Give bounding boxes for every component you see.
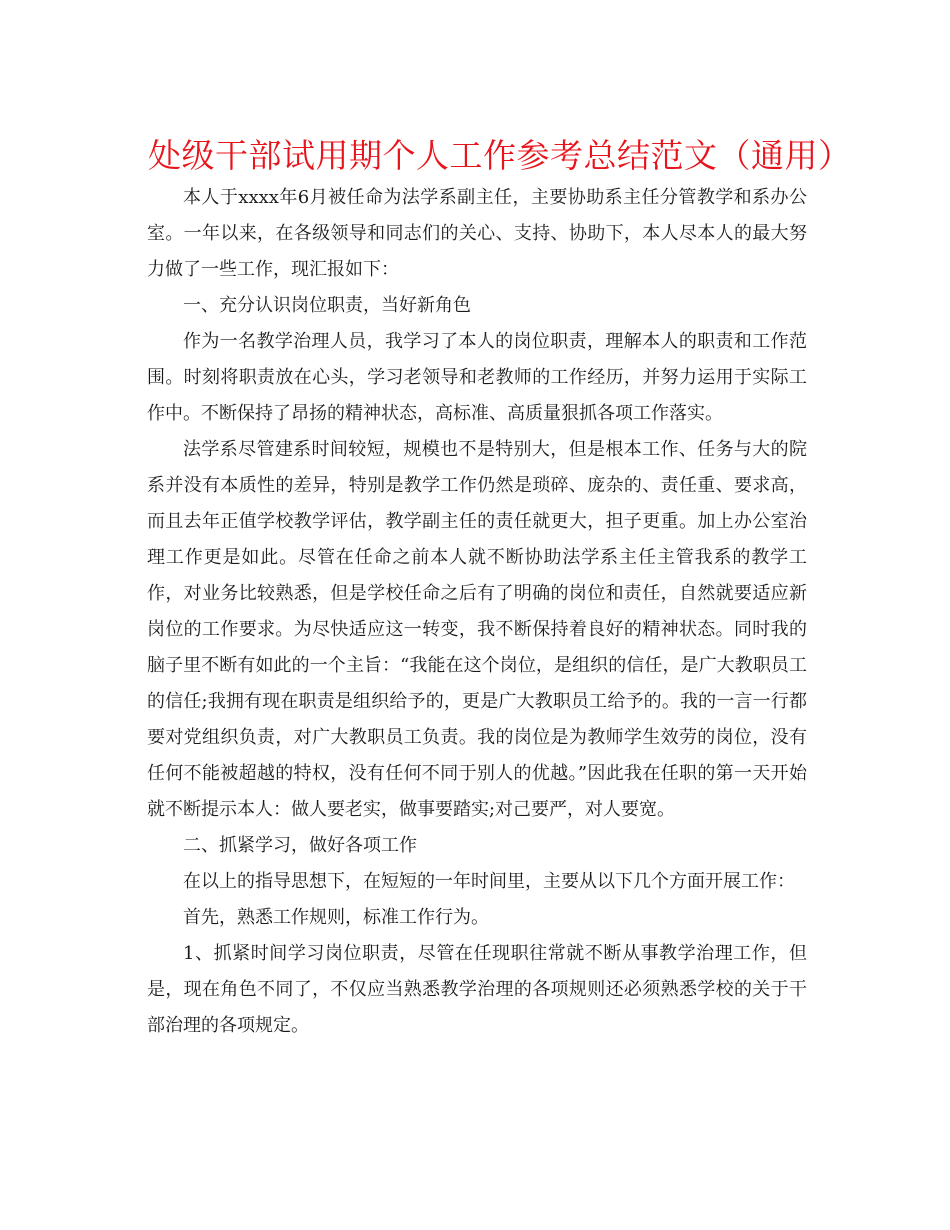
section-heading-1: 一、充分认识岗位职责，当好新角色 bbox=[183, 295, 471, 316]
paragraph-guidance: 在以上的指导思想下，在短短的一年时间里，主要从以下几个方面开展工作： bbox=[183, 871, 795, 892]
document-title: 处级干部试用期个人工作参考总结范文（通用） bbox=[148, 136, 852, 175]
paragraph-department: 法学系尽管建系时间较短，规模也不是特别大，但是根本工作、任务与大的院系并没有本质性的差异，特别是教学工作仍然是琐碎、庞杂的、责任重、要求高，而且去年正值学校教学评估，教学副主任的责任就更大，担子更重。加上办公室治理工作更是如此。尽管在任命之前本人就不断协助法学系主任主管我系的教学工作，对业务比较熟悉，但是学校任命之后有了明确的岗位和责任，自然就要适应新岗位的工作要求。为尽快适应这一转变，我不断保持着良好的精神状态。同时我的脑子里不断有如此的一个主旨：“我能在这个岗位，是组织的信任，是广大教职员工的信任;我拥有现在职责是组织给予的，更是广大教职员工给予的。我的一言一行都要对党组织负责，对广大教职员工负责。我的岗位是为教师学生效劳的岗位，没有任何不能被超越的特权，没有任何不同于别人的优越。”因此我在任职的第一天开始就不断提示本人：做人要老实，做事要踏实;对己要严，对人要宽。 bbox=[147, 439, 807, 820]
paragraph-role: 作为一名教学治理人员，我学习了本人的岗位职责，理解本人的职责和工作范围。时刻将职责放在心头，学习老领导和老教师的工作经历，并努力运用于实际工作中。不断保持了昂扬的精神状态，高标准、高质量狠抓各项工作落实。 bbox=[147, 331, 807, 424]
paragraph-intro: 本人于xxxx年6月被任命为法学系副主任，主要协助系主任分管教学和系办公室。一年以来，在各级领导和同志们的关心、支持、协助下，本人尽本人的最大努力做了一些工作，现汇报如下： bbox=[147, 187, 807, 280]
paragraph-first: 首先，熟悉工作规则，标准工作行为。 bbox=[183, 907, 489, 928]
document-body bbox=[147, 180, 807, 1044]
paragraph-item-1: 1、抓紧时间学习岗位职责，尽管在任现职往常就不断从事教学治理工作，但是，现在角色不同了，不仅应当熟悉教学治理的各项规则还必须熟悉学校的关于干部治理的各项规定。 bbox=[147, 943, 807, 1036]
section-heading-2: 二、抓紧学习，做好各项工作 bbox=[183, 835, 417, 856]
